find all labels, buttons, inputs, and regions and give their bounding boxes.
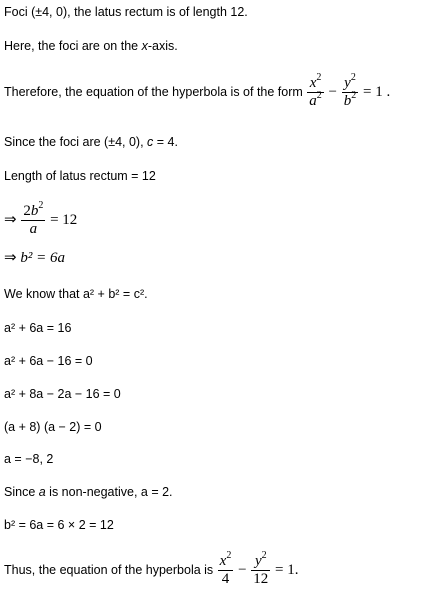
- line-foci: [4, 4, 248, 20]
- line-equation-form: [4, 74, 390, 110]
- text-since-foci: Since the foci are (±4, 0),: [4, 135, 148, 149]
- text-c-equals: = 4.: [153, 135, 178, 149]
- line-step-1: [4, 320, 71, 336]
- text-a-var: a: [38, 485, 46, 499]
- text-axis: -axis.: [147, 39, 178, 53]
- fraction-y2-b2: $\frac{y^2}{b^2}$: [343, 72, 357, 110]
- text-final-equation: Thus, the equation of the hyperbola is: [4, 563, 214, 577]
- fraction-x2-4: $\frac{x^2}{4}$: [219, 550, 232, 588]
- final-equals-one: = 1.: [275, 562, 299, 578]
- text-c-var: c: [147, 135, 154, 149]
- line-b2-6a: [4, 249, 65, 266]
- implies-arrow-icon: ⇒: [4, 210, 17, 228]
- line-latus-formula: [4, 200, 77, 239]
- line-roots: [4, 451, 53, 467]
- text-b2-value: b² = 6a = 6 × 2 = 12: [4, 518, 114, 532]
- latus-equals-12: = 12: [50, 212, 78, 228]
- line-final-equation: [4, 551, 299, 589]
- text-know-that: We know that a² + b² = c².: [4, 287, 148, 301]
- line-step-4: [4, 419, 102, 435]
- line-non-negative: [4, 484, 173, 500]
- text-equation-form: Therefore, the equation of the hyperbola is of the form: [4, 85, 303, 99]
- fraction-y2-12: $\frac{y^2}{12}$: [253, 550, 269, 588]
- line-know-that: [4, 286, 148, 302]
- line-foci-axis: [4, 38, 178, 54]
- line-b2-value: [4, 517, 114, 533]
- text-step-1: a² + 6a = 16: [4, 321, 72, 335]
- text-non-negative: is non-negative, a = 2.: [45, 485, 173, 499]
- final-hyperbola-equation: $\frac{x^2}{4}$ − $\frac{y^2}{12}$ = 1.: [219, 550, 299, 588]
- line-step-3: [4, 386, 121, 402]
- text-foci-on: Here, the foci are on the: [4, 39, 142, 53]
- text-x-var: x: [141, 39, 148, 53]
- fraction-x2-a2: $\frac{x^2}{a^2}$: [309, 72, 322, 110]
- line-latus-length: [4, 168, 156, 184]
- text-foci-latus: Foci (±4, 0), the latus rectum is of length 12.: [4, 5, 248, 19]
- text-step-3: a² + 8a − 2a − 16 = 0: [4, 387, 121, 401]
- text-latus-length: Length of latus rectum = 12: [4, 169, 156, 183]
- form-equals-one: = 1 .: [363, 84, 391, 100]
- text-roots: a = −8, 2: [4, 452, 54, 466]
- implies-arrow-icon: ⇒: [4, 248, 17, 266]
- text-step-4: (a + 8) (a − 2) = 0: [4, 420, 102, 434]
- fraction-2b2-a: $\frac{2b^2}{a}$: [23, 200, 44, 238]
- line-c-value: [4, 134, 178, 150]
- standard-form-equation: $\frac{x^2}{a^2}$ − $\frac{y^2}{b^2}$ = 1 .: [309, 72, 391, 110]
- equation-b2-6a: b² = 6a: [20, 250, 65, 266]
- text-since: Since: [4, 485, 39, 499]
- text-step-2: a² + 6a − 16 = 0: [4, 354, 93, 368]
- line-step-2: [4, 353, 93, 369]
